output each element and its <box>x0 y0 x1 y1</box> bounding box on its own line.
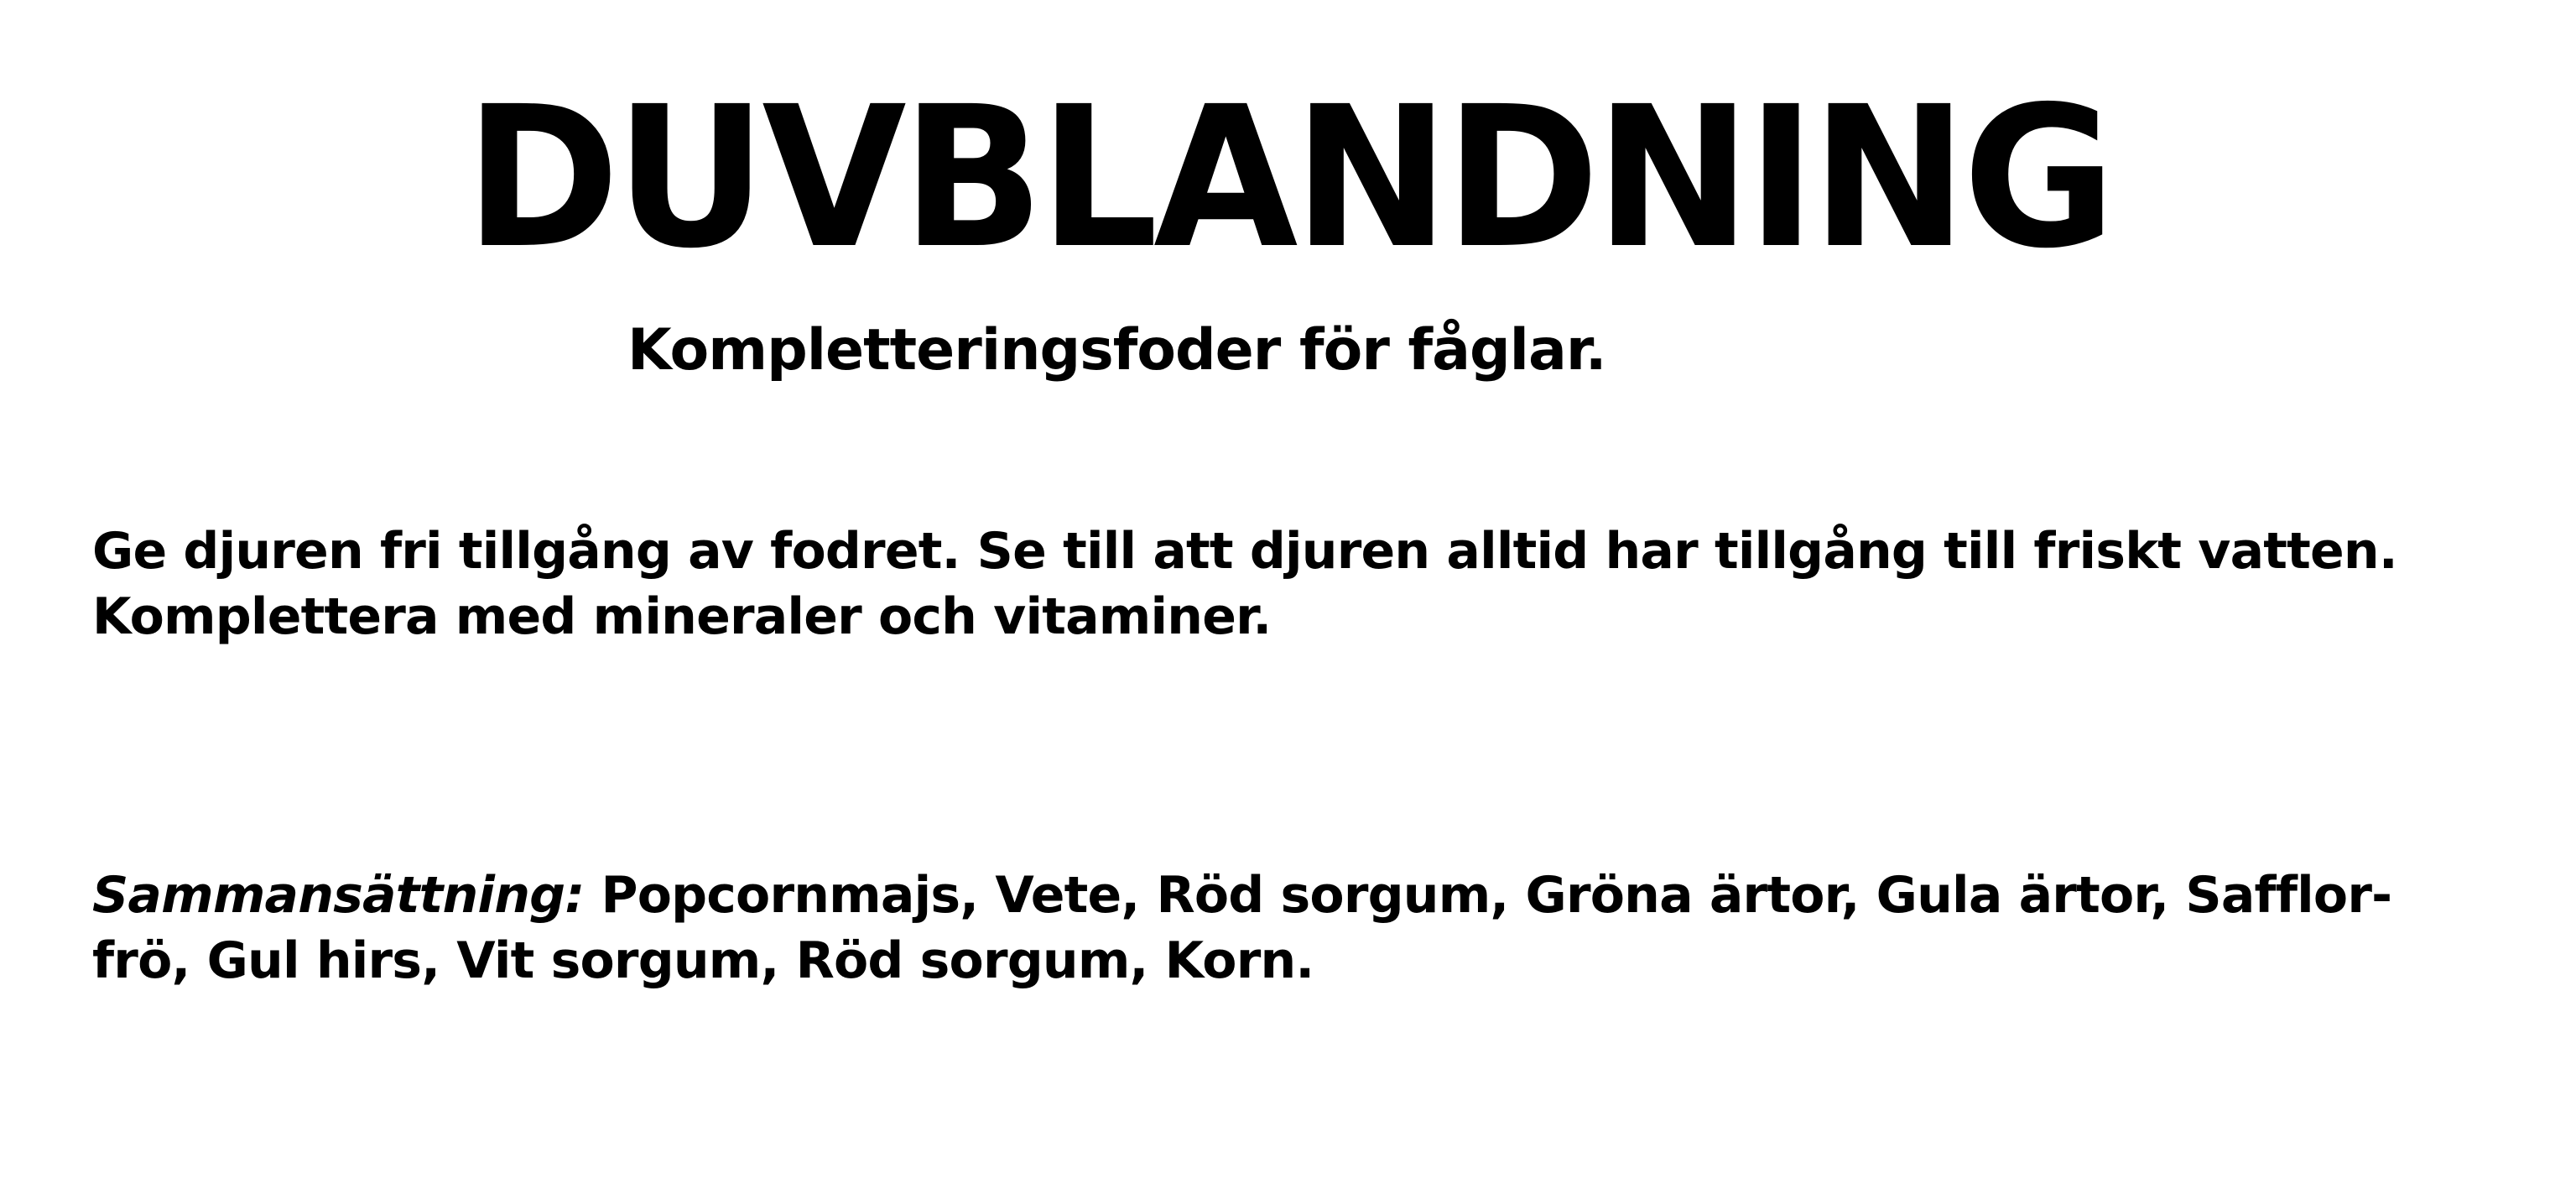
composition-line-1 <box>92 863 2525 928</box>
composition-ingredients-1: Popcornmajs, Vete, Röd sorgum, Gröna ärtor, Gula ärtor, Safflor- <box>584 866 2392 925</box>
composition-label: Sammansättning: <box>92 866 585 925</box>
usage-line-2: Komplettera med mineraler och vitaminer. <box>92 587 1272 646</box>
usage-instructions <box>92 519 2525 649</box>
product-title: DUVBLANDNING <box>465 65 2111 291</box>
composition-section <box>92 863 2525 993</box>
composition-ingredients-2: frö, Gul hirs, Vit sorgum, Röd sorgum, Korn. <box>92 931 1314 990</box>
product-subtitle: Kompletteringsfoder för fåglar. <box>627 317 1606 383</box>
usage-line-1: Ge djuren fri tillgång av fodret. Se till att djuren alltid har tillgång till friskt vatten. <box>92 522 2397 581</box>
